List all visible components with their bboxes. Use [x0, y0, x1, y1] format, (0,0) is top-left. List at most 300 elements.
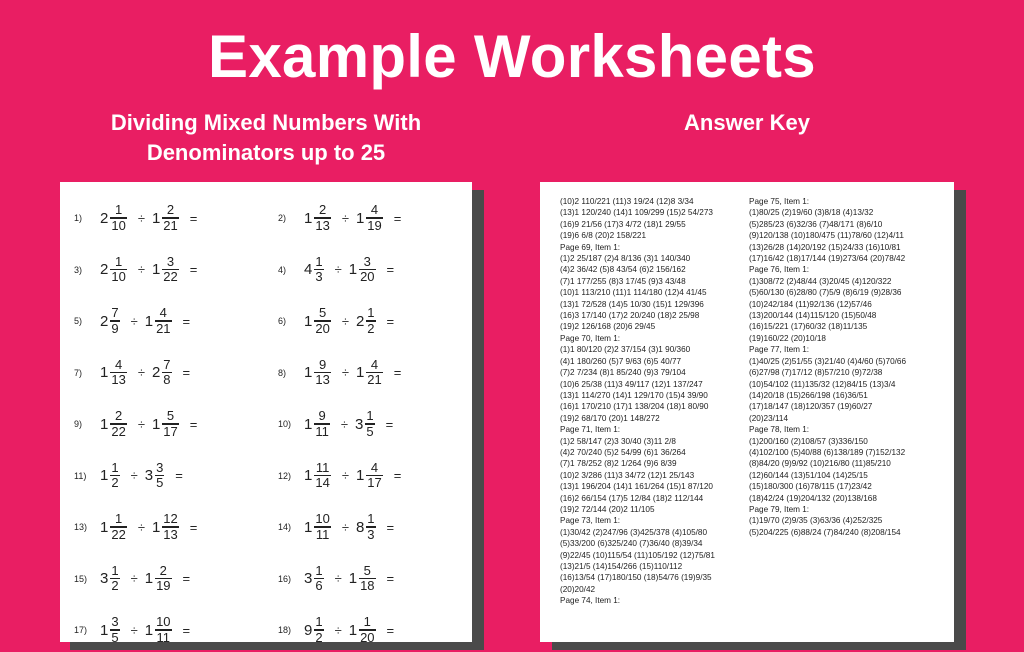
answer-key-line: (7)1 78/252 (8)2 1/264 (9)6 8/39	[560, 459, 677, 469]
fraction	[162, 203, 178, 232]
mixed-number	[356, 512, 380, 541]
whole-part: 2	[355, 312, 365, 330]
expression	[100, 615, 190, 644]
worksheet-page	[60, 182, 472, 645]
problem	[278, 454, 401, 498]
equals-sign: =	[189, 210, 198, 226]
equals-sign: =	[385, 416, 394, 432]
answer-key-page	[540, 182, 954, 642]
numerator: 4	[114, 356, 123, 372]
numerator: 5	[363, 562, 371, 578]
answer-key-line: Page 70, Item 1:	[560, 333, 621, 343]
equals-sign: =	[386, 262, 395, 277]
fraction	[314, 409, 330, 438]
denominator: 3	[315, 269, 323, 285]
answer-key-line: (5)204/225 (6)88/24 (7)84/240 (8)208/154	[749, 527, 901, 537]
divide-sign: ÷	[341, 365, 349, 380]
numerator: 4	[370, 202, 379, 218]
equals-sign: =	[175, 468, 183, 483]
numerator: 9	[318, 408, 326, 424]
worksheet-subtitle-line1: Dividing Mixed Numbers With	[110, 110, 422, 135]
mixed-number	[100, 306, 124, 335]
answer-key-line: Page 76, Item 1:	[749, 265, 810, 275]
divide-sign: ÷	[130, 468, 138, 483]
answer-key-line: (20)20/42	[560, 584, 596, 594]
mixed-number	[100, 564, 124, 593]
expression	[304, 255, 394, 284]
mixed-number	[304, 358, 335, 387]
numerator: 1	[315, 253, 323, 269]
answer-key-column-1	[560, 196, 715, 607]
answer-key-line: (13)1 196/204 (14)1 161/264 (15)1 87/120	[560, 482, 713, 492]
divide-sign: ÷	[334, 622, 342, 638]
numerator: 1	[114, 511, 123, 527]
expression	[100, 512, 197, 541]
mixed-number	[100, 409, 131, 438]
problem	[74, 505, 197, 549]
denominator: 19	[156, 578, 171, 594]
answer-key-line: (15)180/300 (16)78/115 (17)23/42	[749, 482, 872, 492]
page-title: Example Worksheets	[208, 23, 816, 90]
answer-key-line: (13)21/5 (14)154/266 (15)110/112	[560, 562, 683, 571]
whole-part: 1	[355, 364, 365, 381]
problem	[74, 299, 190, 343]
whole-part: 1	[355, 209, 365, 227]
mixed-number	[100, 255, 131, 284]
divide-sign: ÷	[341, 468, 349, 483]
answer-key-line: (4)102/100 (5)40/88 (6)138/189 (7)152/132	[749, 447, 906, 457]
answer-key-line: (10)6 25/38 (11)3 49/117 (12)1 137/247	[560, 379, 703, 389]
whole-part: 3	[100, 570, 109, 587]
divide-sign: ÷	[137, 365, 145, 380]
fraction	[314, 512, 330, 541]
denominator: 22	[163, 269, 178, 285]
numerator: 2	[166, 202, 175, 218]
equals-sign: =	[182, 313, 191, 329]
problem-number: 4)	[278, 264, 287, 275]
whole-part: 1	[100, 415, 109, 433]
answer-key-line: Page 71, Item 1:	[560, 425, 621, 435]
problem-number: 6)	[278, 316, 287, 326]
answer-key-line: (13)26/28 (14)20/192 (15)24/33 (16)10/81	[749, 242, 901, 252]
denominator: 21	[156, 320, 171, 336]
mixed-number	[356, 203, 387, 232]
problem-number: 10)	[278, 419, 292, 429]
equals-sign: =	[386, 622, 395, 638]
problem-number: 18)	[278, 625, 292, 635]
answer-key-line: Page 74, Item 1:	[560, 596, 621, 606]
whole-part: 1	[100, 467, 109, 484]
fraction	[314, 203, 330, 232]
problem	[278, 299, 394, 343]
whole-part: 1	[348, 261, 358, 278]
fraction	[366, 203, 382, 232]
whole-part: 1	[151, 261, 161, 278]
equals-sign: =	[189, 519, 198, 535]
problem	[278, 351, 401, 395]
mixed-number	[100, 615, 124, 644]
answer-key-line: (8)84/20 (9)9/92 (10)216/80 (11)85/210	[749, 459, 891, 469]
problem-number: 7)	[74, 367, 83, 378]
whole-part: 2	[100, 209, 109, 227]
fraction	[110, 615, 119, 644]
answer-key-line: (9)120/138 (10)180/475 (11)78/60 (12)4/11	[749, 231, 904, 241]
answer-key-line: (20)23/114	[749, 413, 788, 423]
problem-number: 2)	[278, 213, 287, 223]
problem-number: 9)	[74, 419, 83, 429]
divide-sign: ÷	[334, 571, 342, 586]
numerator: 1	[367, 305, 375, 321]
numerator: 1	[114, 253, 123, 269]
whole-part: 1	[304, 209, 313, 227]
mixed-number	[349, 255, 380, 284]
answer-key-line: (1)80/25 (2)19/60 (3)8/18 (4)13/32	[749, 208, 874, 218]
fraction	[162, 358, 171, 387]
numerator: 2	[159, 562, 167, 578]
fraction	[366, 358, 382, 387]
answer-key-line: (16)2 66/154 (17)5 12/84 (18)2 112/144	[560, 493, 704, 503]
problem	[74, 351, 190, 395]
fraction	[155, 615, 171, 644]
problem	[74, 402, 197, 446]
numerator: 1	[114, 202, 123, 218]
whole-part: 1	[144, 312, 154, 330]
whole-part: 2	[100, 261, 109, 278]
expression	[100, 306, 190, 335]
whole-part: 1	[304, 415, 313, 433]
fraction	[110, 358, 126, 387]
fraction	[110, 255, 126, 284]
numerator: 2	[114, 408, 123, 424]
fraction	[365, 409, 374, 438]
denominator: 9	[111, 320, 119, 336]
fraction	[359, 564, 375, 593]
mixed-number	[100, 512, 131, 541]
numerator: 7	[111, 305, 119, 321]
answer-key-line: (13)1 114/270 (14)1 129/170 (15)4 39/90	[560, 390, 708, 400]
fraction	[155, 306, 171, 335]
answer-key-line: (13)200/144 (14)115/120 (15)50/48	[749, 311, 877, 321]
denominator: 13	[315, 217, 330, 233]
answer-key-line: (19)6 6/8 (20)2 158/221	[560, 231, 647, 241]
answer-key-line: (16)1 170/210 (17)1 138/204 (18)1 80/90	[560, 402, 709, 412]
denominator: 18	[360, 578, 375, 594]
answer-key-line: (19)2 126/168 (20)6 29/45	[560, 322, 656, 332]
answer-key-line: (7)2 7/234 (8)1 85/240 (9)3 79/104	[560, 368, 686, 378]
fraction	[366, 306, 375, 335]
expression	[304, 461, 401, 490]
fraction	[110, 306, 119, 335]
mixed-number	[304, 512, 335, 541]
answer-key-line: (17)18/147 (18)120/357 (19)60/27	[749, 402, 873, 412]
problem	[74, 196, 197, 240]
answer-key-line: (5)60/130 (6)28/80 (7)5/9 (8)6/19 (9)28/36	[749, 288, 902, 298]
problem-number: 3)	[74, 264, 83, 275]
denominator: 3	[367, 526, 375, 542]
denominator: 2	[367, 320, 375, 336]
numerator: 1	[315, 614, 323, 630]
divide-sign: ÷	[137, 210, 145, 226]
mixed-number	[152, 255, 183, 284]
problem-number: 5)	[74, 316, 83, 326]
denominator: 10	[111, 217, 126, 233]
mixed-number	[304, 564, 328, 593]
expression	[304, 203, 401, 232]
problem-number: 11)	[74, 470, 87, 481]
denominator: 13	[163, 526, 178, 542]
problem	[74, 454, 183, 498]
numerator: 1	[363, 614, 371, 630]
answer-key-line: Page 77, Item 1:	[749, 345, 810, 355]
whole-part: 8	[355, 518, 365, 536]
expression	[100, 203, 197, 232]
answer-key-line: (19)160/22 (20)10/18	[749, 333, 826, 343]
answer-key-line: Page 78, Item 1:	[749, 425, 810, 435]
answer-key-line: (1)1 80/120 (2)2 37/154 (3)1 90/360	[560, 345, 691, 355]
answer-key-line: (9)22/45 (10)115/54 (11)105/192 (12)75/81	[560, 550, 715, 560]
divide-sign: ÷	[130, 313, 138, 329]
equals-sign: =	[393, 468, 402, 483]
mixed-number	[152, 358, 176, 387]
answer-key-line: (12)60/144 (13)51/104 (14)25/15	[749, 470, 868, 480]
answer-key-line: (5)285/23 (6)32/36 (7)48/171 (8)6/10	[749, 219, 883, 229]
fraction	[359, 255, 375, 284]
divide-sign: ÷	[341, 519, 349, 535]
numerator: 1	[367, 511, 375, 527]
mixed-number	[356, 306, 380, 335]
answer-key-line: (1)30/42 (2)247/96 (3)425/378 (4)105/80	[560, 527, 708, 537]
denominator: 5	[111, 629, 119, 645]
numerator: 5	[318, 305, 327, 321]
numerator: 12	[163, 511, 178, 527]
problem	[278, 248, 394, 292]
numerator: 10	[156, 614, 171, 630]
numerator: 1	[315, 562, 323, 578]
problem	[278, 402, 393, 446]
problem	[278, 196, 401, 240]
equals-sign: =	[189, 416, 198, 432]
mixed-number	[100, 461, 124, 490]
equals-sign: =	[182, 365, 191, 380]
whole-part: 9	[304, 621, 313, 639]
whole-part: 3	[144, 467, 154, 484]
whole-part: 4	[304, 261, 313, 278]
fraction	[110, 461, 119, 490]
fraction	[162, 255, 178, 284]
numerator: 9	[318, 356, 327, 372]
answer-key-line: (5)33/200 (6)325/240 (7)36/40 (8)39/34	[560, 539, 703, 549]
answer-key-column-2	[749, 196, 906, 538]
numerator: 4	[370, 356, 379, 372]
denominator: 14	[315, 475, 330, 491]
expression	[304, 306, 394, 335]
whole-part: 3	[304, 570, 313, 587]
answer-key-line: (1)40/25 (2)51/55 (3)21/40 (4)4/60 (5)70/66	[749, 356, 907, 366]
denominator: 20	[360, 269, 375, 285]
mixed-number	[145, 615, 176, 644]
whole-part: 1	[304, 312, 313, 330]
answer-key-line: (19)2 72/144 (20)2 11/105	[560, 504, 655, 514]
whole-part: 1	[151, 518, 161, 536]
whole-part: 1	[348, 570, 358, 587]
problem-number: 13)	[74, 522, 88, 532]
denominator: 22	[111, 423, 126, 439]
numerator: 3	[363, 253, 371, 269]
denominator: 13	[315, 372, 330, 388]
worksheet-subtitle	[60, 108, 472, 168]
problem-number: 1)	[74, 213, 83, 223]
whole-part: 1	[100, 364, 109, 381]
answer-key-line: (6)27/98 (7)17/12 (8)57/210 (9)72/38	[749, 368, 883, 378]
fraction	[314, 255, 323, 284]
problem	[74, 608, 190, 652]
divide-sign: ÷	[334, 262, 342, 277]
numerator: 7	[163, 356, 171, 372]
mixed-number	[356, 461, 387, 490]
denominator: 21	[367, 372, 382, 388]
whole-part: 1	[355, 467, 365, 484]
problem-number: 12)	[278, 470, 292, 481]
answer-key-line: (19)2 68/170 (20)1 148/272	[560, 413, 660, 423]
denominator: 5	[156, 475, 164, 491]
fraction	[366, 461, 382, 490]
equals-sign: =	[386, 313, 395, 329]
denominator: 20	[360, 629, 375, 645]
problem-number: 17)	[74, 625, 88, 635]
mixed-number	[152, 512, 183, 541]
answer-key-line: (16)15/221 (17)60/32 (18)11/135	[749, 322, 868, 332]
equals-sign: =	[386, 571, 395, 586]
fraction	[314, 615, 323, 644]
answer-key-line: (10)242/184 (11)92/136 (12)57/46	[749, 299, 872, 309]
expression	[304, 564, 394, 593]
whole-part: 2	[100, 312, 109, 330]
fraction	[110, 409, 126, 438]
numerator: 5	[166, 408, 175, 424]
expression	[100, 358, 190, 387]
expression	[100, 409, 197, 438]
numerator: 11	[315, 459, 330, 475]
mixed-number	[349, 615, 380, 644]
equals-sign: =	[182, 622, 191, 638]
expression	[304, 512, 394, 541]
equals-sign: =	[386, 519, 395, 535]
mixed-number	[100, 358, 131, 387]
answer-key-line: (10)1 113/210 (11)1 114/180 (12)4 41/45	[560, 288, 707, 298]
expression	[100, 461, 183, 490]
mixed-number	[100, 203, 131, 232]
answer-key-line: (13)1 72/528 (14)5 10/30 (15)1 129/396	[560, 299, 704, 309]
denominator: 11	[156, 629, 171, 645]
problem-number: 15)	[74, 573, 88, 584]
whole-part: 1	[100, 621, 109, 639]
numerator: 1	[111, 459, 119, 475]
denominator: 11	[315, 423, 329, 439]
answer-key-line: (16)3 17/140 (17)2 20/240 (18)2 25/98	[560, 311, 700, 321]
mixed-number	[145, 461, 169, 490]
mixed-number	[304, 615, 328, 644]
divide-sign: ÷	[341, 313, 349, 329]
problem-number: 8)	[278, 367, 287, 378]
answer-key-subtitle: Answer Key	[684, 110, 810, 135]
mixed-number	[355, 409, 379, 438]
answer-key-line: (16)9 21/56 (17)3 4/72 (18)1 29/55	[560, 219, 686, 229]
denominator: 11	[315, 526, 330, 542]
divide-sign: ÷	[137, 262, 145, 277]
mixed-number	[145, 306, 176, 335]
expression	[100, 255, 197, 284]
whole-part: 1	[304, 467, 313, 484]
divide-sign: ÷	[130, 571, 138, 586]
problem-number: 14)	[278, 522, 292, 532]
divide-sign: ÷	[137, 519, 145, 535]
numerator: 3	[111, 614, 119, 630]
fraction	[110, 203, 126, 232]
mixed-number	[304, 461, 335, 490]
answer-key-line: Page 73, Item 1:	[560, 516, 621, 526]
answer-key-line: (17)16/42 (18)17/144 (19)273/64 (20)78/42	[749, 254, 906, 264]
denominator: 17	[163, 423, 178, 439]
divide-sign: ÷	[137, 416, 145, 432]
answer-key-line: Page 69, Item 1:	[560, 242, 621, 252]
whole-part: 1	[348, 621, 358, 639]
fraction	[155, 564, 171, 593]
numerator: 1	[111, 562, 119, 578]
answer-key-line: (18)42/24 (19)204/132 (20)138/168	[749, 493, 877, 503]
whole-part: 3	[354, 415, 364, 433]
answer-key-line: (4)2 36/42 (5)8 43/54 (6)2 156/162	[560, 265, 686, 275]
numerator: 3	[156, 459, 164, 475]
denominator: 19	[367, 217, 382, 233]
denominator: 2	[111, 578, 119, 594]
equals-sign: =	[189, 262, 198, 277]
answer-key-line: (1)200/160 (2)108/57 (3)336/150	[749, 436, 868, 446]
answer-key-line: (7)1 177/255 (8)3 17/45 (9)3 43/48	[560, 276, 686, 286]
problem-number: 16)	[278, 573, 292, 584]
whole-part: 1	[144, 621, 154, 639]
fraction	[314, 306, 330, 335]
problem	[278, 505, 394, 549]
mixed-number	[304, 409, 334, 438]
problem	[74, 248, 197, 292]
answer-key-line: (16)13/54 (17)180/150 (18)54/76 (19)9/35	[560, 573, 712, 583]
problem	[278, 608, 394, 652]
worksheet-subtitle-line2: Denominators up to 25	[146, 140, 386, 165]
numerator: 4	[370, 459, 379, 475]
mixed-number	[356, 358, 387, 387]
fraction	[162, 409, 178, 438]
denominator: 13	[111, 372, 126, 388]
fraction	[314, 358, 330, 387]
answer-key-line: (10)2 3/286 (11)3 34/72 (12)1 25/143	[560, 470, 695, 480]
fraction	[314, 564, 323, 593]
whole-part: 1	[144, 570, 154, 587]
whole-part: 1	[304, 364, 313, 381]
denominator: 21	[163, 217, 178, 233]
denominator: 20	[315, 320, 330, 336]
mixed-number	[349, 564, 380, 593]
problem	[74, 557, 190, 601]
fraction	[162, 512, 178, 541]
equals-sign: =	[393, 365, 402, 380]
answer-key-line: (1)2 25/187 (2)4 8/136 (3)1 140/340	[560, 254, 691, 264]
denominator: 22	[111, 526, 126, 542]
whole-part: 1	[151, 415, 161, 433]
equals-sign: =	[182, 571, 191, 586]
denominator: 8	[163, 372, 171, 388]
denominator: 2	[111, 475, 119, 491]
fraction	[110, 564, 119, 593]
